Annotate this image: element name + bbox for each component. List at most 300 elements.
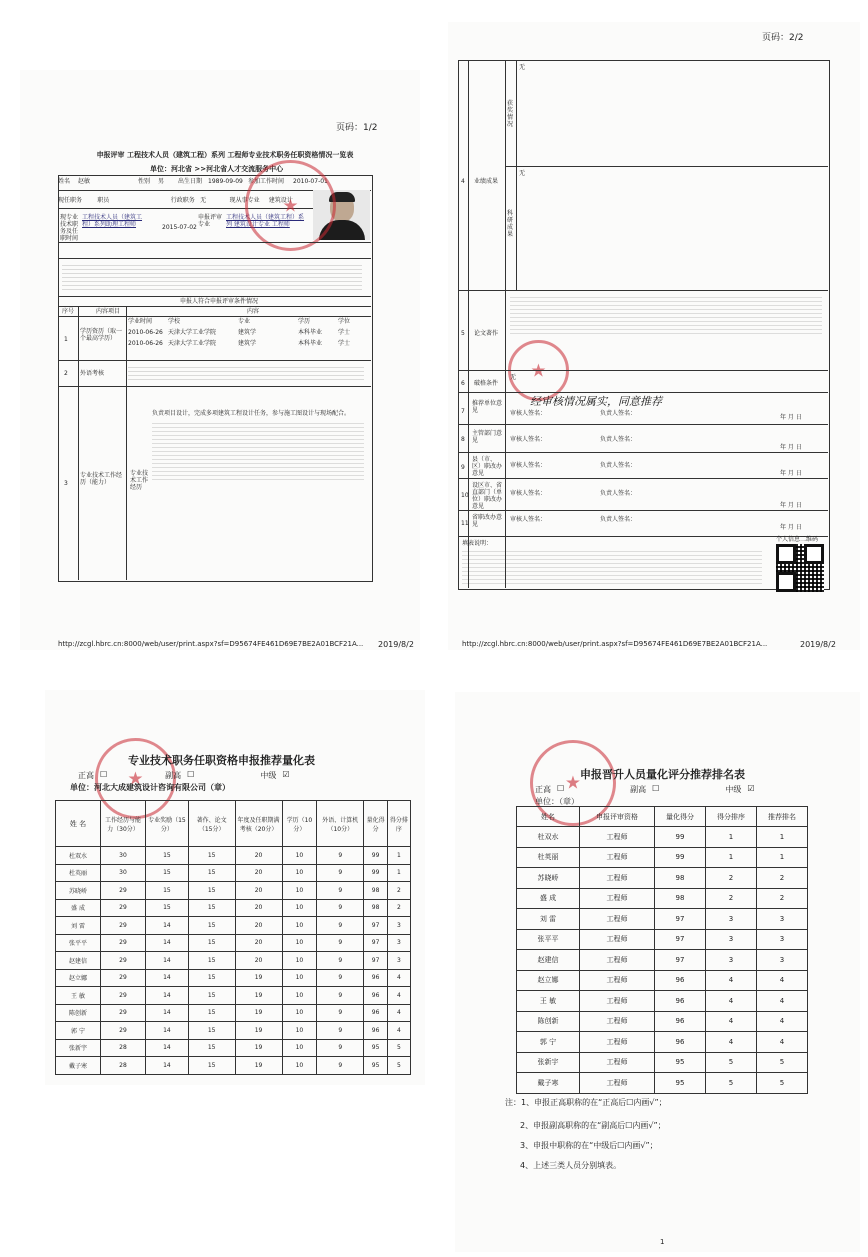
table-cell: 2 xyxy=(387,882,410,900)
level-vice-label: 副高 xyxy=(165,771,182,780)
table-cell: 30 xyxy=(101,864,146,882)
opinion-10-person: 负责人签名： xyxy=(600,490,637,497)
level-mid-label: 中级 xyxy=(260,771,277,780)
job-value: 职员 xyxy=(97,197,110,204)
table-cell: 14 xyxy=(146,969,189,987)
table-cell: 15 xyxy=(188,899,235,917)
edu-degree: 学士 xyxy=(338,340,351,347)
level-vice-label: 副高 xyxy=(630,785,647,794)
table-row xyxy=(517,868,808,889)
section-6-num: 6 xyxy=(461,380,465,387)
page-title: 申报评审 工程技术人员（建筑工程）系列 工程师专业技术职务任职资格情况一览表 xyxy=(96,151,354,159)
table-cell: 陈创新 xyxy=(56,1004,101,1022)
table-cell: 赵建信 xyxy=(517,950,580,971)
table-cell: 20 xyxy=(235,847,282,865)
table-cell: 19 xyxy=(235,1022,282,1040)
table-cell: 14 xyxy=(146,1022,189,1040)
table-cell: 95 xyxy=(364,1039,388,1057)
table-cell: 14 xyxy=(146,1039,189,1057)
table-cell: 20 xyxy=(235,882,282,900)
section-4-title: 业绩成果 xyxy=(474,178,499,185)
table-cell: 97 xyxy=(364,917,388,935)
table-row xyxy=(517,909,808,930)
section-5-num: 5 xyxy=(461,330,465,337)
table-cell: 5 xyxy=(757,1073,808,1094)
table-cell: 10 xyxy=(282,899,317,917)
table-cell: 96 xyxy=(655,1032,706,1053)
opinion-9-signer: 审核人签名： xyxy=(510,462,547,469)
section-6-title: 破格条件 xyxy=(474,380,499,387)
table-cell: 4 xyxy=(757,1032,808,1053)
level-senior-label: 正高 xyxy=(78,771,94,780)
row-line xyxy=(58,242,371,243)
table-cell: 96 xyxy=(655,970,706,991)
table-cell: 3 xyxy=(706,909,757,930)
table-cell: 杜英丽 xyxy=(517,847,580,868)
table-cell: 15 xyxy=(188,1022,235,1040)
header-recommend: 推荐排名 xyxy=(757,807,808,827)
col-header-item: 内容项目 xyxy=(95,308,120,315)
row-line xyxy=(58,296,371,297)
unit-line: 单位：（章） xyxy=(535,797,579,806)
table-cell: 工程师 xyxy=(580,929,655,950)
work-start-label: 参加工作时间 xyxy=(248,178,285,185)
table-header-row xyxy=(56,801,411,847)
table-cell: 4 xyxy=(706,1032,757,1053)
header-name: 姓 名 xyxy=(56,801,101,847)
table-row xyxy=(56,1022,411,1040)
row-line xyxy=(58,306,371,307)
edu-major: 建筑学 xyxy=(238,329,257,336)
table-cell: 30 xyxy=(101,847,146,865)
level-senior-checkbox[interactable]: ☐ xyxy=(100,770,108,779)
table-cell: 97 xyxy=(655,950,706,971)
table-cell: 10 xyxy=(282,864,317,882)
table-row xyxy=(56,969,411,987)
col-line xyxy=(468,60,469,588)
level-options xyxy=(78,770,290,781)
table-cell: 工程师 xyxy=(580,1032,655,1053)
table-cell: 工程师 xyxy=(580,868,655,889)
table-cell: 4 xyxy=(387,1004,410,1022)
edu-degree: 学士 xyxy=(338,329,351,336)
opinion-8-person: 负责人签名： xyxy=(600,436,637,443)
header-rank: 得分排序 xyxy=(387,801,410,847)
handwritten-opinion: 经审核情况属实，同意推荐 xyxy=(530,395,662,408)
table-row xyxy=(56,882,411,900)
table-cell: 郭 宁 xyxy=(56,1022,101,1040)
level-vice-checkbox[interactable]: ☐ xyxy=(652,784,660,793)
table-cell: 19 xyxy=(235,987,282,1005)
table-cell: 15 xyxy=(188,864,235,882)
section-4-value: 无 xyxy=(519,64,526,71)
opinion-9-title: 县（市、区）职改办意见 xyxy=(472,456,503,477)
table-cell: 96 xyxy=(364,1004,388,1022)
table-cell: 10 xyxy=(282,1022,317,1040)
opinion-11-person: 负责人签名： xyxy=(600,516,637,523)
table-cell: 赵立娜 xyxy=(56,969,101,987)
table-cell: 工程师 xyxy=(580,847,655,868)
table-cell: 99 xyxy=(655,827,706,848)
table-cell: 3 xyxy=(706,929,757,950)
row-line xyxy=(458,510,828,511)
table-cell: 15 xyxy=(188,917,235,935)
table-row xyxy=(517,1073,808,1094)
bottom-mark: 1 xyxy=(660,1238,665,1246)
table-cell: 10 xyxy=(282,952,317,970)
opinion-7-title: 推荐单位意见 xyxy=(472,400,503,414)
table-cell: 10 xyxy=(282,987,317,1005)
table-cell: 张新宇 xyxy=(56,1039,101,1057)
table-cell: 15 xyxy=(188,847,235,865)
table-cell: 2 xyxy=(387,899,410,917)
table-cell: 1 xyxy=(757,827,808,848)
table-cell: 4 xyxy=(387,987,410,1005)
table-cell: 10 xyxy=(282,1039,317,1057)
table-cell: 15 xyxy=(188,952,235,970)
row-line xyxy=(458,452,828,453)
unit-line: 单位：河北省 >>河北省人才交流服务中心 xyxy=(150,165,284,173)
edu-row xyxy=(128,329,368,336)
table-cell: 10 xyxy=(282,917,317,935)
opinion-10-date: 年 月 日 xyxy=(780,502,802,509)
table-row xyxy=(517,929,808,950)
table-cell: 盛 成 xyxy=(56,899,101,917)
table-cell: 15 xyxy=(188,969,235,987)
table-cell: 5 xyxy=(387,1039,410,1057)
table-cell: 96 xyxy=(364,1022,388,1040)
col-line xyxy=(126,306,127,580)
row-line xyxy=(458,290,828,291)
level-senior-checkbox[interactable]: ☐ xyxy=(557,784,565,793)
table-cell: 工程师 xyxy=(580,888,655,909)
summary-block xyxy=(62,262,362,292)
header-qualification: 申报评审资格 xyxy=(580,807,655,827)
table-cell: 杜双水 xyxy=(517,827,580,848)
table-cell: 97 xyxy=(364,952,388,970)
specialty-value: 建筑设计 xyxy=(268,197,293,204)
table-cell: 97 xyxy=(364,934,388,952)
table-row xyxy=(56,1057,411,1075)
level-vice-checkbox[interactable]: ☐ xyxy=(187,770,195,779)
admin-value: 无 xyxy=(200,197,207,204)
page-title: 专业技术职务任职资格申报推荐量化表 xyxy=(128,754,315,767)
table-cell: 9 xyxy=(317,847,364,865)
footer-date: 2019/8/2 xyxy=(378,640,414,649)
table-row xyxy=(517,888,808,909)
row-line xyxy=(458,536,828,537)
table-cell: 戴子寒 xyxy=(517,1073,580,1094)
table-cell: 14 xyxy=(146,917,189,935)
qr-finder xyxy=(804,544,824,564)
table-cell: 15 xyxy=(188,1057,235,1075)
table-cell: 3 xyxy=(387,917,410,935)
level-senior-label: 正高 xyxy=(535,785,551,794)
table-cell: 5 xyxy=(757,1052,808,1073)
name-label: 姓名 xyxy=(58,178,71,185)
table-cell: 3 xyxy=(757,929,808,950)
table-cell: 99 xyxy=(655,847,706,868)
table-cell: 15 xyxy=(146,864,189,882)
notes-block xyxy=(462,548,762,584)
note-3: 3、申报中职称的在“中级后☐内画√”； xyxy=(520,1141,658,1150)
table-cell: 郭 宁 xyxy=(517,1032,580,1053)
table-cell: 王 敏 xyxy=(517,991,580,1012)
table-cell: 14 xyxy=(146,1004,189,1022)
table-cell: 19 xyxy=(235,969,282,987)
table-cell: 赵建信 xyxy=(56,952,101,970)
table-cell: 9 xyxy=(317,969,364,987)
unit-line: 单位：河北大成建筑设计咨询有限公司（章） xyxy=(70,783,230,792)
opinion-8-num: 8 xyxy=(461,436,465,443)
table-cell: 20 xyxy=(235,917,282,935)
table-row xyxy=(56,864,411,882)
level-mid-checkbox[interactable]: ☑ xyxy=(747,784,755,793)
header-papers: 著作、论文（15分） xyxy=(188,801,235,847)
opinion-7-date: 年 月 日 xyxy=(780,414,802,421)
footer-url: http://zcgl.hbrc.cn:8000/web/user/print.aspx?sf=D95674FE461D69E7BE2A01BCF21A... xyxy=(58,640,364,648)
table-cell: 1 xyxy=(387,864,410,882)
table-row xyxy=(56,847,411,865)
level-mid-label: 中级 xyxy=(725,785,742,794)
table-cell: 10 xyxy=(282,847,317,865)
table-cell: 戴子寒 xyxy=(56,1057,101,1075)
table-cell: 9 xyxy=(317,864,364,882)
qr-finder xyxy=(776,544,796,564)
table-cell: 20 xyxy=(235,899,282,917)
official-seal xyxy=(245,160,336,251)
table-cell: 3 xyxy=(387,952,410,970)
table-cell: 2 xyxy=(706,868,757,889)
table-cell: 工程师 xyxy=(580,991,655,1012)
row-line xyxy=(458,478,828,479)
ranking-table xyxy=(516,806,808,1094)
page-number: 页码：1/2 xyxy=(336,123,378,133)
quantification-table xyxy=(55,800,411,1075)
edu-school: 天津大学工业学院 xyxy=(168,340,217,347)
table-cell: 2 xyxy=(757,888,808,909)
table-row xyxy=(517,1011,808,1032)
table-cell: 29 xyxy=(101,1022,146,1040)
table-cell: 97 xyxy=(655,909,706,930)
table-cell: 9 xyxy=(317,987,364,1005)
table-cell: 刘 雷 xyxy=(56,917,101,935)
edu-header-level: 学历 xyxy=(298,318,311,325)
col-header-num: 序号 xyxy=(61,308,74,315)
col-header-row xyxy=(58,308,371,315)
table-cell: 9 xyxy=(317,1022,364,1040)
table-cell: 9 xyxy=(317,934,364,952)
table-cell: 工程师 xyxy=(580,1073,655,1094)
edu-header-major: 专业 xyxy=(238,318,251,325)
page-number: 页码：2/2 xyxy=(762,33,804,43)
col-line xyxy=(78,306,79,580)
row-number-1: 1 xyxy=(64,336,68,343)
table-row xyxy=(56,952,411,970)
table-cell: 4 xyxy=(706,970,757,991)
opinion-9-person: 负责人签名： xyxy=(600,462,637,469)
table-cell: 1 xyxy=(757,847,808,868)
table-cell: 15 xyxy=(188,1004,235,1022)
table-row xyxy=(517,950,808,971)
section-4-num: 4 xyxy=(461,178,465,185)
opinion-11-signer: 审核人签名： xyxy=(510,516,547,523)
section-4-value-2: 无 xyxy=(519,170,526,177)
table-cell: 10 xyxy=(282,1057,317,1075)
table-cell: 29 xyxy=(101,882,146,900)
table-cell: 95 xyxy=(364,1057,388,1075)
opinion-11-title: 省职改办意见 xyxy=(472,514,503,528)
table-cell: 5 xyxy=(387,1057,410,1075)
table-cell: 3 xyxy=(757,909,808,930)
birth-value: 1989-09-09 xyxy=(208,178,243,185)
table-cell: 14 xyxy=(146,1057,189,1075)
table-row xyxy=(517,1052,808,1073)
table-cell: 9 xyxy=(317,1004,364,1022)
opinion-7-person: 负责人签名： xyxy=(600,410,637,417)
birth-label: 出生日期 xyxy=(178,178,203,185)
table-cell: 1 xyxy=(706,827,757,848)
edu-level: 本科毕业 xyxy=(298,329,323,336)
row-number-3: 3 xyxy=(64,480,68,487)
table-cell: 工程师 xyxy=(580,909,655,930)
table-cell: 99 xyxy=(364,847,388,865)
opinion-8-signer: 审核人签名： xyxy=(510,436,547,443)
table-cell: 3 xyxy=(706,950,757,971)
table-cell: 97 xyxy=(655,929,706,950)
table-cell: 9 xyxy=(317,1057,364,1075)
table-cell: 9 xyxy=(317,917,364,935)
table-cell: 张平平 xyxy=(517,929,580,950)
table-cell: 9 xyxy=(317,1039,364,1057)
table-cell: 15 xyxy=(188,1039,235,1057)
row-line xyxy=(505,166,828,167)
note-4: 4、上述三类人员分别填表。 xyxy=(520,1161,622,1170)
table-cell: 工程师 xyxy=(580,970,655,991)
table-cell: 19 xyxy=(235,1004,282,1022)
qr-finder xyxy=(776,572,796,592)
row-line xyxy=(58,386,371,387)
section-4-sub-2: 科研成果 xyxy=(507,210,514,238)
edu-time: 2010-06-26 xyxy=(128,340,163,347)
table-cell: 9 xyxy=(317,899,364,917)
table-cell: 杜双水 xyxy=(56,847,101,865)
table-cell: 1 xyxy=(387,847,410,865)
table-cell: 5 xyxy=(706,1052,757,1073)
table-cell: 15 xyxy=(188,987,235,1005)
opinion-10-num: 10 xyxy=(461,492,469,499)
specialty-label: 现从事专业 xyxy=(229,197,260,204)
footer-date: 2019/8/2 xyxy=(800,640,836,649)
current-title-value: 工程技术人员（建筑工程）系列助理工程师 xyxy=(82,214,143,228)
table-cell: 29 xyxy=(101,952,146,970)
table-row xyxy=(517,970,808,991)
table-cell: 张平平 xyxy=(56,934,101,952)
edu-major: 建筑学 xyxy=(238,340,257,347)
table-cell: 14 xyxy=(146,952,189,970)
edu-level: 本科毕业 xyxy=(298,340,323,347)
page-title: 申报晋升人员量化评分推荐排名表 xyxy=(580,768,745,781)
opinion-7-num: 7 xyxy=(461,408,465,415)
notes-title: 填表说明： xyxy=(462,540,493,547)
row-title-2: 外语考核 xyxy=(80,370,105,377)
table-row xyxy=(517,847,808,868)
edu-row xyxy=(128,340,368,347)
col-header-content: 内容 xyxy=(246,308,259,315)
table-cell: 29 xyxy=(101,899,146,917)
table-cell: 9 xyxy=(317,952,364,970)
header-name: 姓名 xyxy=(517,807,580,827)
table-cell: 2 xyxy=(706,888,757,909)
experience-block xyxy=(152,420,364,480)
opinion-11-date: 年 月 日 xyxy=(780,524,802,531)
table-cell: 杜英丽 xyxy=(56,864,101,882)
table-cell: 9 xyxy=(317,882,364,900)
header-score: 量化得分 xyxy=(364,801,388,847)
table-cell: 95 xyxy=(655,1052,706,1073)
header-assessment: 年度及任职期满考核（20分） xyxy=(235,801,282,847)
qr-caption: 个人信息二维码 xyxy=(776,536,819,543)
table-cell: 15 xyxy=(146,847,189,865)
table-cell: 5 xyxy=(706,1073,757,1094)
table-cell: 15 xyxy=(146,899,189,917)
table-cell: 2 xyxy=(757,868,808,889)
table-cell: 刘 雷 xyxy=(517,909,580,930)
table-cell: 工程师 xyxy=(580,1052,655,1073)
edu-header-row xyxy=(128,318,368,325)
edu-school: 天津大学工业学院 xyxy=(168,329,217,336)
table-cell: 15 xyxy=(188,882,235,900)
table-cell: 98 xyxy=(655,888,706,909)
table-row xyxy=(56,899,411,917)
table-cell: 盛 成 xyxy=(517,888,580,909)
opinion-9-date: 年 月 日 xyxy=(780,470,802,477)
table-cell: 98 xyxy=(364,882,388,900)
table-row xyxy=(56,1004,411,1022)
table-cell: 工程师 xyxy=(580,1011,655,1032)
col-line xyxy=(516,60,517,290)
table-cell: 29 xyxy=(101,969,146,987)
row-line xyxy=(458,370,828,371)
opinion-10-title: 设区市、省直部门（单位）职改办意见 xyxy=(472,482,503,510)
edu-header-school: 学校 xyxy=(168,318,181,325)
current-title-date: 2015-07-02 xyxy=(162,224,197,231)
table-cell: 29 xyxy=(101,987,146,1005)
table-cell: 28 xyxy=(101,1039,146,1057)
table-cell: 3 xyxy=(387,934,410,952)
experience-label: 专业技术工作经历 xyxy=(130,470,149,491)
section-5-text-block xyxy=(510,294,822,334)
table-cell: 14 xyxy=(146,987,189,1005)
table-cell: 96 xyxy=(364,987,388,1005)
table-row xyxy=(56,934,411,952)
table-cell: 张新宇 xyxy=(517,1052,580,1073)
row-line xyxy=(58,360,371,361)
level-options xyxy=(535,784,755,795)
level-mid-checkbox[interactable]: ☑ xyxy=(282,770,290,779)
table-cell: 14 xyxy=(146,934,189,952)
table-cell: 工程师 xyxy=(580,827,655,848)
table-cell: 20 xyxy=(235,952,282,970)
table-cell: 15 xyxy=(188,934,235,952)
name-value: 赵敏 xyxy=(78,178,91,185)
edu-header-degree: 学位 xyxy=(338,318,351,325)
col-line xyxy=(505,60,506,588)
table-cell: 28 xyxy=(101,1057,146,1075)
table-cell: 苏晓峤 xyxy=(56,882,101,900)
apply-title-label: 申报评审专业 xyxy=(198,214,223,228)
table-cell: 4 xyxy=(757,1011,808,1032)
